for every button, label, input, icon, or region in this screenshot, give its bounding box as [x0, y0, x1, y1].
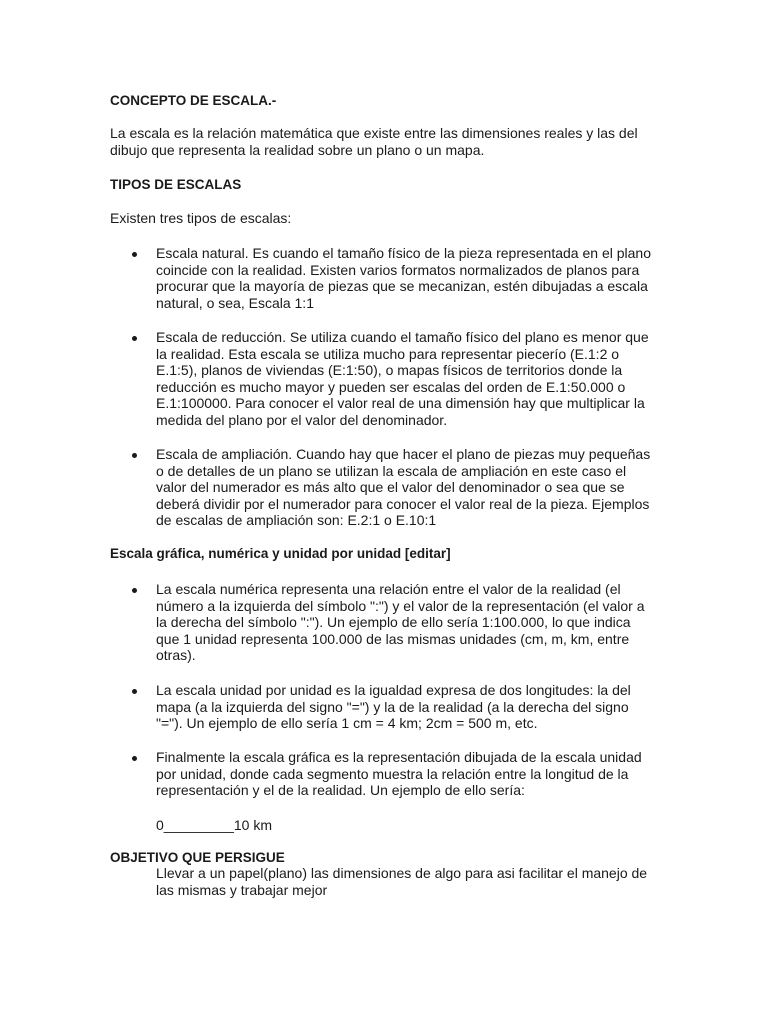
list-item-escala-reduccion: [156, 329, 666, 428]
text-line: la derecha del símbolo ":"). Un ejemplo de ello sería 1:100.000, lo que indica: [156, 614, 631, 630]
heading-tipos: TIPOS DE ESCALAS: [110, 177, 242, 192]
paragraph-concepto: [110, 125, 670, 158]
text-line: coincide con la realidad. Existen varios formatos normalizados de planos para: [156, 261, 640, 278]
text-line: otras).: [156, 647, 196, 663]
paragraph-objetivo: [156, 865, 666, 898]
text-line: "="). Un ejemplo de ello sería 1 cm = 4 km; 2cm = 500 m, etc.: [156, 715, 538, 731]
heading-objetivo: OBJETIVO QUE PERSIGUE: [110, 850, 285, 865]
bullet-icon: [132, 689, 137, 694]
text-line: deberá dividir por el numerador para conocer el valor real de la pieza. Ejemplos: [156, 495, 650, 512]
heading-escala-grafica: Escala gráfica, numérica y unidad por unidad [editar]: [110, 546, 451, 561]
text-line: que 1 unidad representa 100.000 de las mismas unidades (cm, m, km, entre: [156, 630, 630, 647]
text-line: medida del plano por el valor del denominador.: [156, 411, 448, 428]
text-line: mapa (a la izquierda del signo "=") y la de la realidad (a la derecha del signo: [156, 698, 629, 715]
text-line: La escala numérica representa una relación entre el valor de la realidad (el: [156, 581, 621, 597]
text-line: E.1:100000. Para conocer el valor real de una dimensión hay que multiplicar la: [156, 395, 645, 411]
text-line: representación y el de la realidad. Un ejemplo de ello sería:: [156, 782, 525, 798]
list-item-escala-unidad: [156, 682, 666, 732]
text-line: Llevar a un papel(plano) las dimensiones de algo para asi facilitar el manejo de: [156, 865, 648, 881]
text-line: E.1:5), planos de viviendas (E:1:50), o mapas físicos de territorios donde la: [156, 362, 623, 378]
paragraph-tipos-intro: Existen tres tipos de escalas:: [110, 210, 292, 226]
list-item-escala-grafica: [156, 749, 666, 799]
text-line: natural, o sea, Escala 1:1: [156, 294, 314, 311]
text-line: procurar que la mayoría de piezas que se mecanizan, estén dibujadas a escala: [156, 278, 648, 294]
text-line: Escala de reducción. Se utiliza cuando el tamaño físico del plano es menor que: [156, 329, 649, 345]
list-item-escala-ampliacion: [156, 446, 666, 529]
text-line: Escala natural. Es cuando el tamaño físico de la pieza representada en el plano: [156, 245, 651, 261]
bullet-icon: [132, 336, 137, 341]
bullet-icon: [132, 588, 137, 593]
text-line: o de detalles de un plano se utilizan la escala de ampliación en este caso el: [156, 462, 627, 479]
bullet-icon: [132, 756, 137, 761]
heading-concepto: CONCEPTO DE ESCALA.-: [110, 93, 277, 108]
text-line: las mismas y trabajar mejor: [156, 881, 328, 898]
list-item-escala-numerica: [156, 581, 666, 664]
text-line: reducción es mucho mayor y pueden ser escalas del orden de E.1:50.000 o: [156, 378, 626, 395]
text-line: Escala de ampliación. Cuando hay que hacer el plano de piezas muy pequeñas: [156, 446, 651, 462]
list-item-escala-natural: [156, 245, 666, 311]
text-line: valor del numerador es más alto que el valor del denominador o sea que se: [156, 479, 625, 495]
text-line: La escala unidad por unidad es la igualdad expresa de dos longitudes: la del: [156, 682, 631, 698]
text-line: Finalmente la escala gráfica es la representación dibujada de la escala unidad: [156, 749, 642, 765]
bullet-icon: [132, 453, 137, 458]
text-line: la realidad. Esta escala se utiliza mucho para representar piecerío (E.1:2 o: [156, 345, 620, 362]
text-line: dibujo que representa la realidad sobre un plano o un mapa.: [110, 141, 485, 158]
text-line: por unidad, donde cada segmento muestra la relación entre la longitud de la: [156, 765, 629, 782]
bullet-icon: [132, 252, 137, 257]
text-line: número a la izquierda del símbolo ":") y el valor de la representación (el valor a: [156, 597, 645, 614]
scale-example: 0_________10 km: [156, 817, 272, 833]
text-line: de escalas de ampliación son: E.2:1 o E.10:1: [156, 512, 437, 528]
text-line: La escala es la relación matemática que existe entre las dimensiones reales y las del: [110, 125, 638, 141]
